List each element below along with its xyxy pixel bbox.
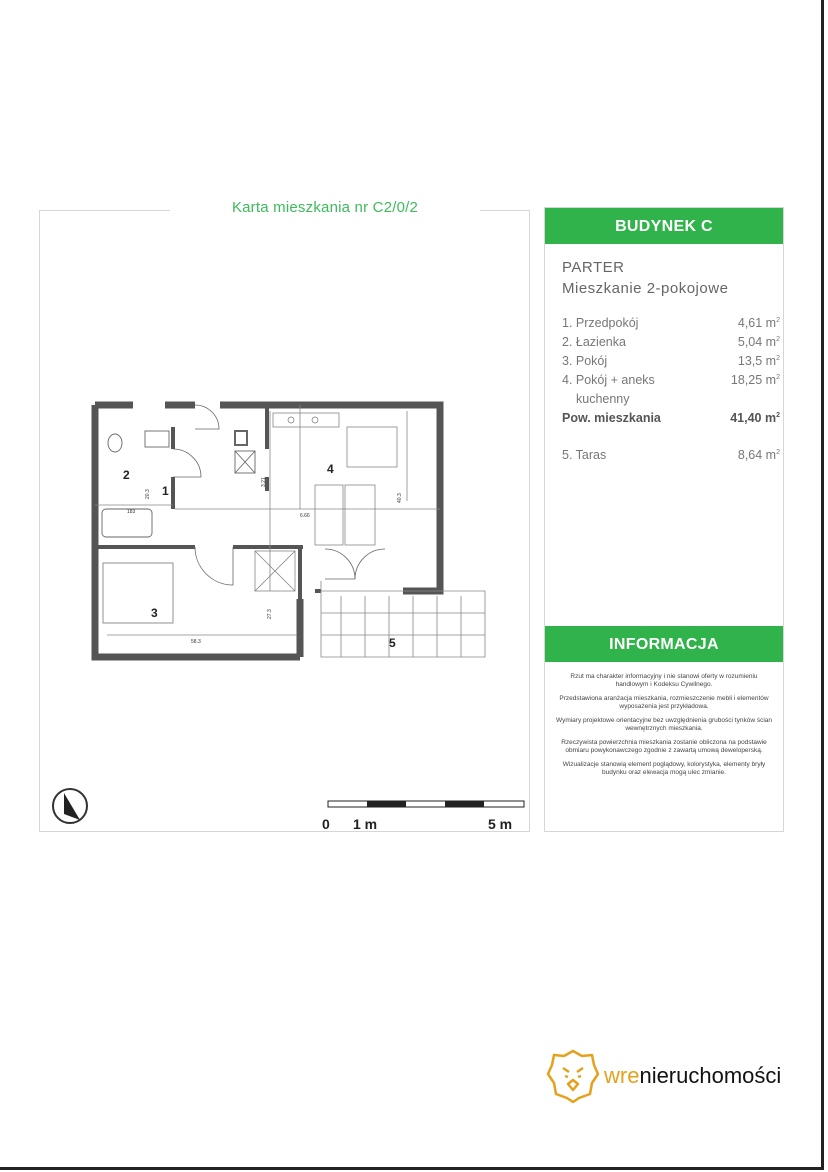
info-paragraph: Rzeczywista powierzchnia mieszkania zostanie obliczona na podstawie obmiaru powykonawczego zgodnie z zawartą umową deweloperską. bbox=[561, 739, 767, 754]
dimension-label: 183 bbox=[127, 509, 136, 515]
room-row bbox=[562, 373, 780, 392]
building-header: BUDYNEK C bbox=[545, 208, 783, 244]
scale-bar bbox=[322, 799, 526, 837]
info-paragraph: Wizualizacje stanowią element poglądowy, kolorystyka, elementy bryły budynku oraz elewacja mogą ulec zmianie. bbox=[562, 761, 766, 776]
room-name: 4. Pokój + aneks bbox=[562, 373, 655, 387]
floor-plan-card bbox=[39, 199, 530, 832]
info-panel bbox=[544, 207, 784, 832]
info-header: INFORMACJA bbox=[545, 626, 783, 662]
room-label-5: 5 bbox=[389, 636, 396, 650]
room-row bbox=[562, 335, 780, 354]
room-label-3: 3 bbox=[151, 606, 158, 620]
terrace-area: 8,64 $m^2$ bbox=[737, 448, 780, 462]
terrace-row bbox=[562, 448, 780, 467]
room-list bbox=[562, 316, 780, 467]
dimension-label: 20.3 bbox=[145, 489, 151, 499]
room-area: 13,5 $m^2$ bbox=[737, 354, 780, 368]
info-paragraph: Wymiary projektowe orientacyjne bez uwzględnienia grubości tynków ścian wewnętrznych mieszkania. bbox=[556, 717, 772, 732]
floor-label: PARTER bbox=[562, 259, 625, 276]
total-area-label: Pow. mieszkania bbox=[562, 411, 661, 425]
apartment-type: Mieszkanie 2-pokojowe bbox=[562, 280, 729, 297]
total-area-row bbox=[562, 411, 780, 430]
room-label-4: 4 bbox=[327, 462, 334, 476]
room-area: 18,25 $m^2$ bbox=[730, 373, 780, 387]
brand-logo-text: wrenieruchomości bbox=[604, 1063, 782, 1088]
info-paragraph: Rzut ma charakter informacyjny i nie stanowi oferty w rozumieniu handlowym i Kodeksu Cywilnego. bbox=[570, 673, 758, 688]
total-area-value: 41,40 $m^2$ bbox=[730, 411, 780, 425]
room-label-2: 2 bbox=[123, 468, 130, 482]
info-paragraph: Przedstawiona aranżacja mieszkania, rozmieszczenie mebli i elementów wyposażenia jest przykładowa. bbox=[559, 695, 769, 710]
room-area: 5,04 $m^2$ bbox=[737, 335, 780, 349]
dimension-label: 6.66 bbox=[300, 513, 310, 519]
scale-label-5m: 5 m bbox=[488, 816, 513, 832]
north-arrow-icon bbox=[50, 786, 90, 826]
room-name: 2. Łazienka bbox=[562, 335, 626, 349]
info-text bbox=[555, 673, 773, 783]
room-name-continuation: kuchenny bbox=[576, 392, 630, 406]
room-name: 3. Pokój bbox=[562, 354, 608, 368]
dimension-label: 3.21 bbox=[261, 477, 267, 487]
room-row bbox=[562, 316, 780, 335]
room-area: 4,61 $m^2$ bbox=[737, 316, 780, 330]
card-title: Karta mieszkania nr C2/0/2 bbox=[170, 199, 480, 216]
dimension-label: 27.3 bbox=[267, 609, 273, 619]
room-name: 1. Przedpokój bbox=[562, 316, 639, 330]
room-row-continuation bbox=[562, 392, 780, 411]
scale-label-0: 0 bbox=[322, 816, 330, 832]
room-row bbox=[562, 354, 780, 373]
terrace-name: 5. Taras bbox=[562, 448, 607, 462]
scale-label-1m: 1 m bbox=[353, 816, 378, 832]
dimension-label: 58.3 bbox=[191, 639, 201, 645]
spacer bbox=[562, 430, 780, 448]
floor-plan-drawing bbox=[85, 391, 535, 691]
dimension-label: 40.3 bbox=[397, 493, 403, 503]
lion-head-icon bbox=[546, 1048, 600, 1104]
room-label-1: 1 bbox=[162, 484, 169, 498]
